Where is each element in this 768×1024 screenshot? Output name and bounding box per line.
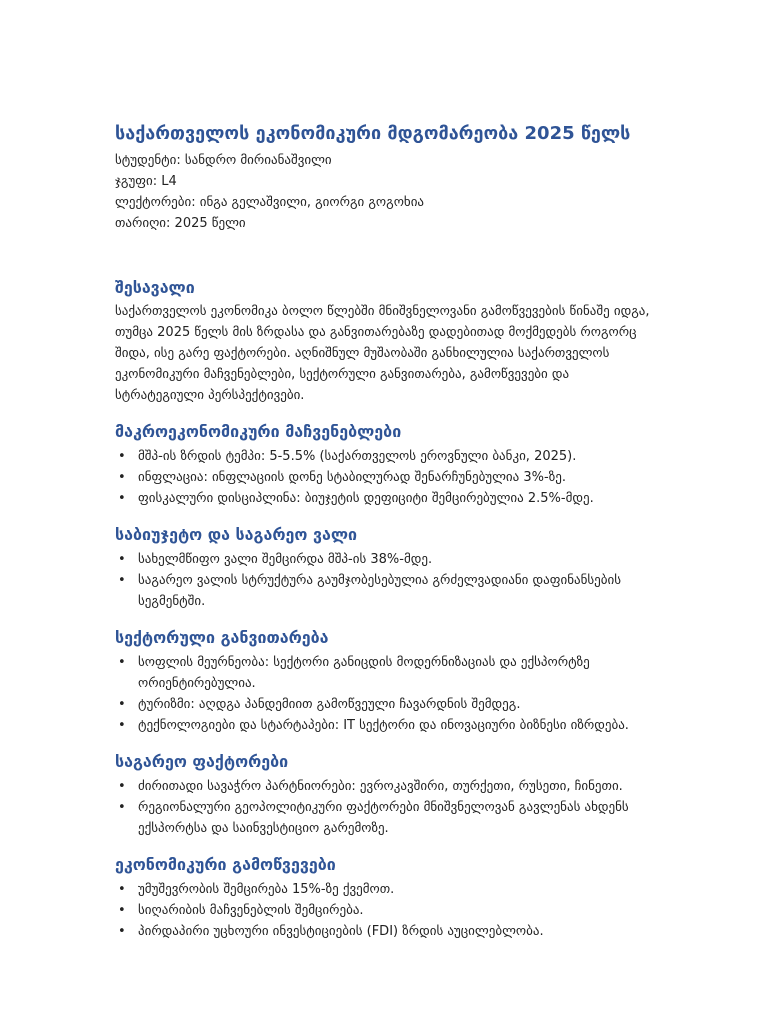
list-item: [115, 446, 655, 467]
list-item: [115, 570, 655, 612]
list-item: [115, 715, 655, 736]
list-item: [115, 879, 655, 900]
bullet-list: [115, 776, 655, 839]
bullet-icon: •: [118, 573, 126, 588]
list-item-text: სიღარიბის მაჩვენებლის შემცირება.: [138, 903, 364, 918]
bullet-icon: •: [118, 655, 126, 670]
list-item-text: ძირითადი სავაჭრო პარტნიორები: ევროკავშირი, თურქეთი, რუსეთი, ჩინეთი.: [138, 779, 623, 794]
list-item: [115, 797, 655, 839]
list-item: [115, 900, 655, 921]
intro-paragraph: საქართველოს ეკონომიკა ბოლო წლებში მნიშვნელოვანი გამოწვევების წინაშე იდგა, თუმცა 2025 წელს მის ზრდასა და განვითარებაზე დადებითად მოქმედებს როგორც შიდა, ისე გარე ფაქტორები. აღნიშნულ მუშაობაში განხილულია საქართველოს ეკონომიკური მაჩვენებლები, სექტორული განვითარება, გამოწვევები და სტრატეგიული პერსპექტივები.: [115, 304, 650, 403]
section-heading: სექტორული განვითარება: [115, 628, 329, 647]
list-item: [115, 776, 655, 797]
list-item-text: ფისკალური დისციპლინა: ბიუჯეტის დეფიციტი შემცირებულია 2.5%-მდე.: [138, 491, 594, 506]
intro-section: [115, 276, 655, 406]
meta-date: თარიღი: 2025 წელი: [115, 216, 246, 231]
bullet-icon: •: [118, 924, 126, 939]
bullet-icon: •: [118, 800, 126, 815]
bullet-icon: •: [118, 552, 126, 567]
list-item-text: მშპ-ის ზრდის ტემპი: 5-5.5% (საქართველოს ეროვნული ბანკი, 2025).: [138, 449, 577, 464]
section-external-factors: [115, 750, 655, 839]
bullet-icon: •: [118, 903, 126, 918]
document-title: საქართველოს ეკონომიკური მდგომარეობა 2025 წელს: [115, 123, 631, 144]
list-item-text: რეგიონალური გეოპოლიტიკური ფაქტორები მნიშვნელოვან გავლენას ახდენს ექსპორტსა და საინვესტიციო გარემოზე.: [138, 800, 629, 836]
bullet-icon: •: [118, 470, 126, 485]
list-item: [115, 652, 655, 694]
list-item-text: საგარეო ვალის სტრუქტურა გაუმჯობესებულია გრძელვადიანი დაფინანსების სეგმენტში.: [138, 573, 622, 609]
meta-group: ჯგუფი: L4: [115, 174, 177, 189]
section-budget-and-external-debt: [115, 523, 655, 612]
list-item: [115, 488, 655, 509]
bullet-icon: •: [118, 718, 126, 733]
section-heading: საბიუჯეტო და საგარეო ვალი: [115, 525, 358, 544]
list-item-text: ინფლაცია: ინფლაციის დონე სტაბილურად შენარჩუნებულია 3%-ზე.: [138, 470, 566, 485]
bullet-list: [115, 879, 655, 942]
meta-lecturers: ლექტორები: ინგა გელაშვილი, გიორგი გოგოხია: [115, 195, 425, 210]
list-item-text: ტურიზმი: აღდგა პანდემიით გამოწვეული ჩავარდნის შემდეგ.: [138, 697, 521, 712]
section-macroeconomic-indicators: [115, 420, 655, 509]
section-heading: ეკონომიკური გამოწვევები: [115, 855, 336, 874]
list-item: [115, 467, 655, 488]
list-item: [115, 921, 655, 942]
bullet-icon: •: [118, 779, 126, 794]
section-heading: მაკროეკონომიკური მაჩვენებლები: [115, 422, 402, 441]
list-item-text: სახელმწიფო ვალი შემცირდა მშპ-ის 38%-მდე.: [138, 552, 433, 567]
document-meta: [115, 150, 655, 234]
list-item: [115, 694, 655, 715]
bullet-icon: •: [118, 491, 126, 506]
list-item-text: ტექნოლოგიები და სტარტაპები: IT სექტორი და ინოვაციური ბიზნესი იზრდება.: [138, 718, 629, 733]
bullet-icon: •: [118, 697, 126, 712]
intro-heading: შესავალი: [115, 278, 195, 297]
bullet-icon: •: [118, 882, 126, 897]
list-item-text: სოფლის მეურნეობა: სექტორი განიცდის მოდერნიზაციას და ექსპორტზე ორიენტირებულია.: [138, 655, 590, 691]
section-economic-challenges: [115, 853, 655, 942]
meta-student: სტუდენტი: სანდრო მირიანაშვილი: [115, 153, 332, 168]
list-item: [115, 549, 655, 570]
list-item-text: პირდაპირი უცხოური ინვესტიციების (FDI) ზრდის აუცილებლობა.: [138, 924, 544, 939]
bullet-list: [115, 549, 655, 612]
bullet-list: [115, 446, 655, 509]
list-item-text: უმუშევრობის შემცირება 15%-ზე ქვემოთ.: [138, 882, 395, 897]
section-sectoral-development: [115, 626, 655, 736]
document-page: [115, 120, 655, 942]
bullet-list: [115, 652, 655, 736]
section-heading: საგარეო ფაქტორები: [115, 752, 289, 771]
bullet-icon: •: [118, 449, 126, 464]
